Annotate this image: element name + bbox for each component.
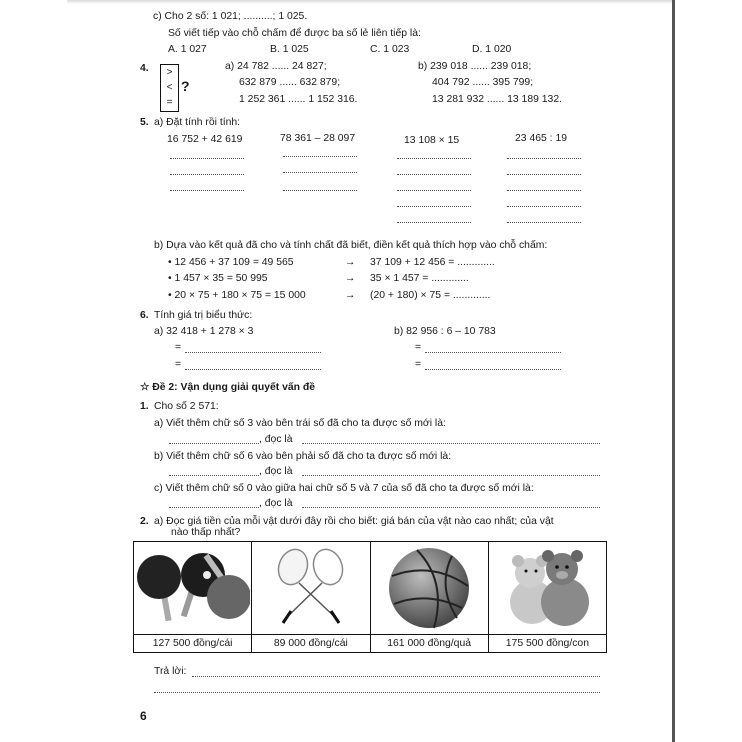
answer-line[interactable] [169, 443, 259, 444]
bullet-icon: • [168, 290, 175, 301]
answer-line[interactable] [170, 158, 244, 159]
q4a-row3: 1 252 361 ...... 1 152 316. [239, 94, 358, 105]
arrow-icon: → [345, 257, 356, 268]
badminton-rackets-icon [253, 547, 368, 629]
q4b-row3: 13 281 932 ...... 13 189 132. [432, 94, 562, 105]
calc-division: 23 465 : 19 [515, 133, 567, 144]
calc-subtraction: 78 361 – 28 097 [280, 133, 356, 144]
answer-line[interactable] [169, 507, 259, 508]
sign-equal: = [166, 97, 173, 108]
arrow-icon: → [345, 273, 356, 284]
answer-line[interactable] [507, 158, 581, 159]
q3c-option-c[interactable]: C. 1 023 [370, 44, 410, 55]
answer-line[interactable] [425, 369, 561, 370]
p2-line1: a) Đọc giá tiền của mỗi vật dưới đây rồi cho biết: giá bán của vật nào cao nhất; của vật [154, 516, 554, 527]
comparison-signs-box [160, 64, 179, 112]
answer-line[interactable] [507, 206, 581, 207]
read-label: , đọc là [259, 466, 293, 477]
q5b-row1-fill[interactable]: 37 109 + 12 456 = ............. [370, 257, 495, 268]
item-cell-badminton [252, 542, 370, 635]
p1a-text: a) Viết thêm chữ số 3 vào bên trái số đã cho ta được số mới là: [154, 418, 446, 429]
answer-line[interactable] [169, 475, 259, 476]
q6-title: Tính giá trị biểu thức: [154, 310, 253, 321]
calc-addition: 16 752 + 42 619 [167, 134, 243, 145]
equals: = [415, 342, 422, 353]
q4b-row1: b) 239 018 ...... 239 018; [418, 61, 532, 72]
q3c-line2: Số viết tiếp vào chỗ chấm để được ba số lẻ liên tiếp là: [168, 28, 421, 39]
answer-line[interactable] [507, 222, 581, 223]
q6b-expression: b) 82 956 : 6 – 10 783 [394, 326, 496, 337]
answer-line[interactable] [507, 174, 581, 175]
sign-less: < [166, 82, 173, 93]
answer-line[interactable] [507, 190, 581, 191]
price-teddy-bears: 175 500 đồng/con [488, 635, 606, 653]
p1-number: 1. [140, 401, 149, 412]
answer-line[interactable] [397, 206, 471, 207]
answer-line[interactable] [425, 352, 561, 353]
p1-title: Cho số 2 571: [154, 401, 219, 412]
q5b-title: b) Dựa vào kết quả đã cho và tính chất đã biết, điền kết quả thích hợp vào chỗ chấm: [154, 240, 548, 251]
answer-line[interactable] [397, 174, 471, 175]
bullet-icon: • [168, 257, 175, 268]
answer-line[interactable] [192, 676, 600, 677]
basketball-icon [372, 546, 487, 630]
q5b-row3-fill[interactable]: (20 + 180) × 75 = ............. [370, 290, 491, 301]
item-cell-ping-pong [134, 542, 252, 635]
price-ping-pong: 127 500 đồng/cái [134, 635, 252, 653]
q6a-expression: a) 32 418 + 1 278 × 3 [154, 326, 254, 337]
answer-line[interactable] [302, 507, 600, 508]
equals: = [415, 359, 422, 370]
q5b-row2-given: • 1 457 × 35 = 50 995 [168, 273, 268, 284]
answer-label: Trả lời: [154, 666, 187, 677]
q3c-line1: c) Cho 2 số: 1 021; ..........; 1 025. [153, 11, 308, 22]
answer-line[interactable] [185, 352, 321, 353]
answer-line[interactable] [302, 475, 600, 476]
q4b-row2: 404 792 ...... 395 799; [432, 77, 534, 88]
answer-line[interactable] [397, 190, 471, 191]
question-mark: ? [181, 78, 190, 94]
equals: = [175, 342, 182, 353]
q5b-row2-fill[interactable]: 35 × 1 457 = ............. [370, 273, 469, 284]
answer-line[interactable] [283, 156, 357, 157]
q3c-option-b[interactable]: B. 1 025 [270, 44, 309, 55]
q4a-row2: 632 879 ...... 632 879; [239, 77, 341, 88]
price-basketball: 161 000 đồng/quả [370, 635, 488, 653]
q3c-option-a[interactable]: A. 1 027 [168, 44, 207, 55]
section-2-heading: ☆ Đề 2: Vận dụng giải quyết vấn đề [140, 382, 316, 393]
answer-line[interactable] [283, 190, 357, 191]
answer-line[interactable] [185, 369, 321, 370]
p2-line2: nào thấp nhất? [171, 527, 241, 538]
p1b-text: b) Viết thêm chữ số 6 vào bên phải số đã cho ta được số mới là: [154, 451, 452, 462]
price-badminton: 89 000 đồng/cái [252, 635, 370, 653]
p2-number: 2. [140, 516, 149, 527]
answer-line[interactable] [283, 172, 357, 173]
q5b-row1-given: • 12 456 + 37 109 = 49 565 [168, 257, 294, 268]
q6-number: 6. [140, 310, 149, 321]
q5b-row3-given: • 20 × 75 + 180 × 75 = 15 000 [168, 290, 306, 301]
q3c-option-d[interactable]: D. 1 020 [472, 44, 512, 55]
arrow-icon: → [345, 290, 356, 301]
calc-multiplication: 13 108 × 15 [404, 135, 460, 146]
q4-number: 4. [140, 63, 149, 74]
page-right-border [672, 0, 675, 742]
item-cell-teddy-bears [488, 542, 606, 635]
read-label: , đọc là [259, 498, 293, 509]
answer-line[interactable] [397, 158, 471, 159]
answer-line[interactable] [154, 692, 600, 693]
read-label: , đọc là [259, 434, 293, 445]
page-top-shadow [67, 0, 673, 4]
q4a-row1: a) 24 782 ...... 24 827; [225, 61, 327, 72]
equals: = [175, 359, 182, 370]
page-number: 6 [140, 709, 147, 723]
bullet-icon: • [168, 273, 175, 284]
sign-greater: > [166, 67, 173, 78]
ping-pong-paddles-icon [135, 547, 250, 629]
answer-line[interactable] [397, 222, 471, 223]
answer-line[interactable] [170, 190, 244, 191]
p1c-text: c) Viết thêm chữ số 0 vào giữa hai chữ số 5 và 7 của số đã cho ta được số mới là: [154, 483, 534, 494]
answer-line[interactable] [170, 174, 244, 175]
star-icon: ☆ [140, 382, 150, 393]
item-cell-basketball [370, 542, 488, 635]
q5-number: 5. [140, 117, 149, 128]
teddy-bears-icon [490, 547, 605, 629]
answer-line[interactable] [302, 443, 600, 444]
q5a-title: a) Đặt tính rồi tính: [154, 117, 241, 128]
price-table [133, 541, 607, 653]
